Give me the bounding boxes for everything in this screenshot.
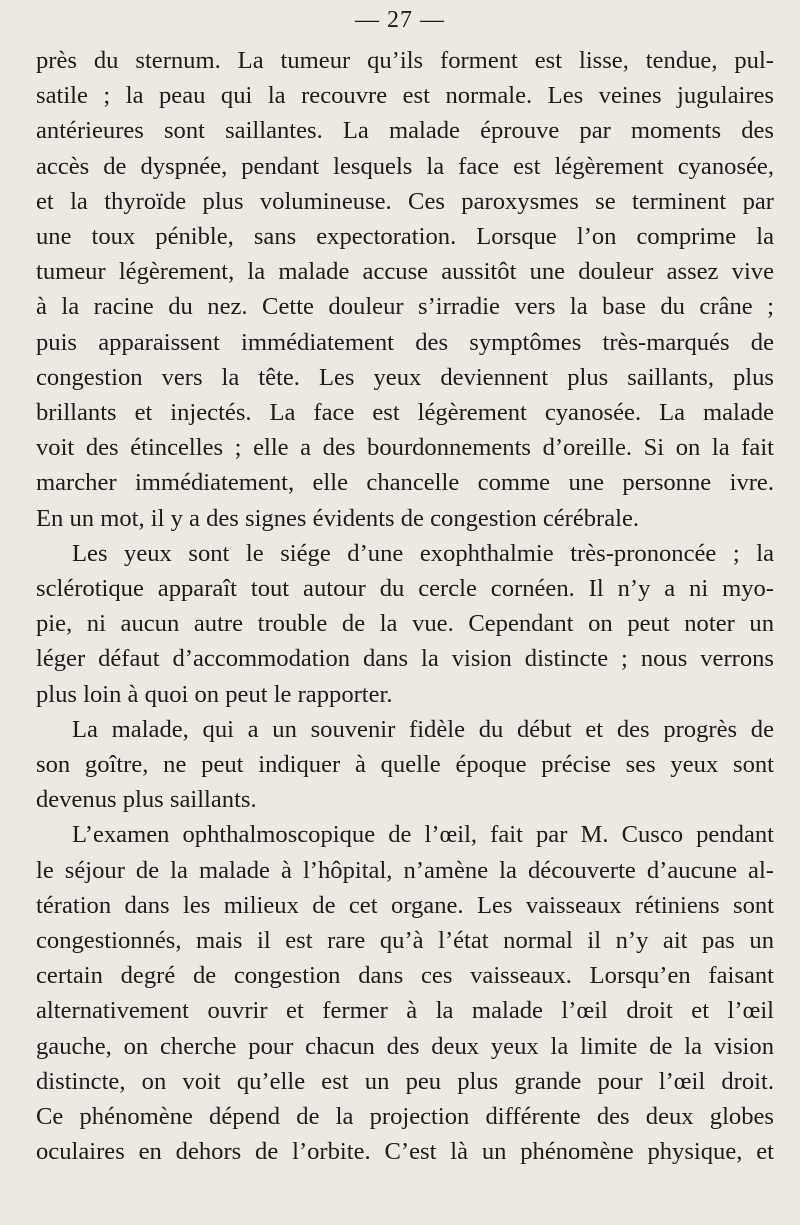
text-line: alternativement ouvrir et fermer à la malade l’œil droit et l’œil [36,997,774,1025]
text-line: près du sternum. La tumeur qu’ils forment est lisse, tendue, pul- [36,47,774,74]
text-line: La malade, qui a un souvenir fidèle du début et des progrès de [72,715,774,743]
text-line: devenus plus saillants. [36,786,257,814]
text-line: antérieures sont saillantes. La malade éprouve par moments des [36,117,774,145]
text-line: oculaires en dehors de l’orbite. C’est là un phénomène physique, et [36,1138,774,1166]
text-line: et la thyroïde plus volumineuse. Ces paroxysmes se terminent par [36,187,774,215]
text-line: une toux pénible, sans expectoration. Lorsque l’on comprime la [36,223,774,251]
text-line: accès de dyspnée, pendant lesquels la face est légèrement cyanosée, [36,152,774,180]
text-line: gauche, on cherche pour chacun des deux yeux la limite de la vision [36,1032,774,1060]
text-line: voit des étincelles ; elle a des bourdonnements d’oreille. Si on la fait [36,434,774,462]
text-line: congestionnés, mais il est rare qu’à l’état normal il n’y ait pas un [36,927,774,955]
text-line: léger défaut d’accommodation dans la vision distincte ; nous verrons [36,645,774,673]
text-line: tumeur légèrement, la malade accuse aussitôt une douleur assez vive [36,258,774,286]
text-line: son goître, ne peut indiquer à quelle époque précise ses yeux sont [36,751,774,779]
text-line: le séjour de la malade à l’hôpital, n’amène la découverte d’aucune al- [36,856,774,884]
text-line: satile ; la peau qui la recouvre est normale. Les veines jugulaires [36,82,774,110]
text-line: à la racine du nez. Cette douleur s’irradie vers la base du crâne ; [36,293,774,321]
text-line: brillants et injectés. La face est légèrement cyanosée. La malade [36,399,774,427]
text-line: certain degré de congestion dans ces vaisseaux. Lorsqu’en faisant [36,962,774,990]
text-line: tération dans les milieux de cet organe. Les vaisseaux rétiniens sont [36,891,774,919]
body-text [36,43,774,1170]
text-line: congestion vers la tête. Les yeux deviennent plus saillants, plus [36,363,774,391]
text-line: puis apparaissent immédiatement des symptômes très-marqués de [36,328,774,356]
text-line: sclérotique apparaît tout autour du cercle cornéen. Il n’y a ni myo- [36,575,774,603]
text-line: pie, ni aucun autre trouble de la vue. Cependant on peut noter un [36,610,774,638]
text-line: marcher immédiatement, elle chancelle comme une personne ivre. [36,469,774,497]
text-line: En un mot, il y a des signes évidents de congestion cérébrale. [36,504,640,532]
text-line: distincte, on voit qu’elle est un peu plus grande pour l’œil droit. [36,1067,774,1095]
text-line: Ce phénomène dépend de la projection différente des deux globes [36,1103,774,1131]
page-number: — 27 — [355,7,445,33]
text-line: L’examen ophthalmoscopique de l’œil, fait par M. Cusco pendant [72,821,774,849]
text-line: plus loin à quoi on peut le rapporter. [36,680,393,708]
text-line: Les yeux sont le siége d’une exophthalmie très-prononcée ; la [72,539,774,567]
